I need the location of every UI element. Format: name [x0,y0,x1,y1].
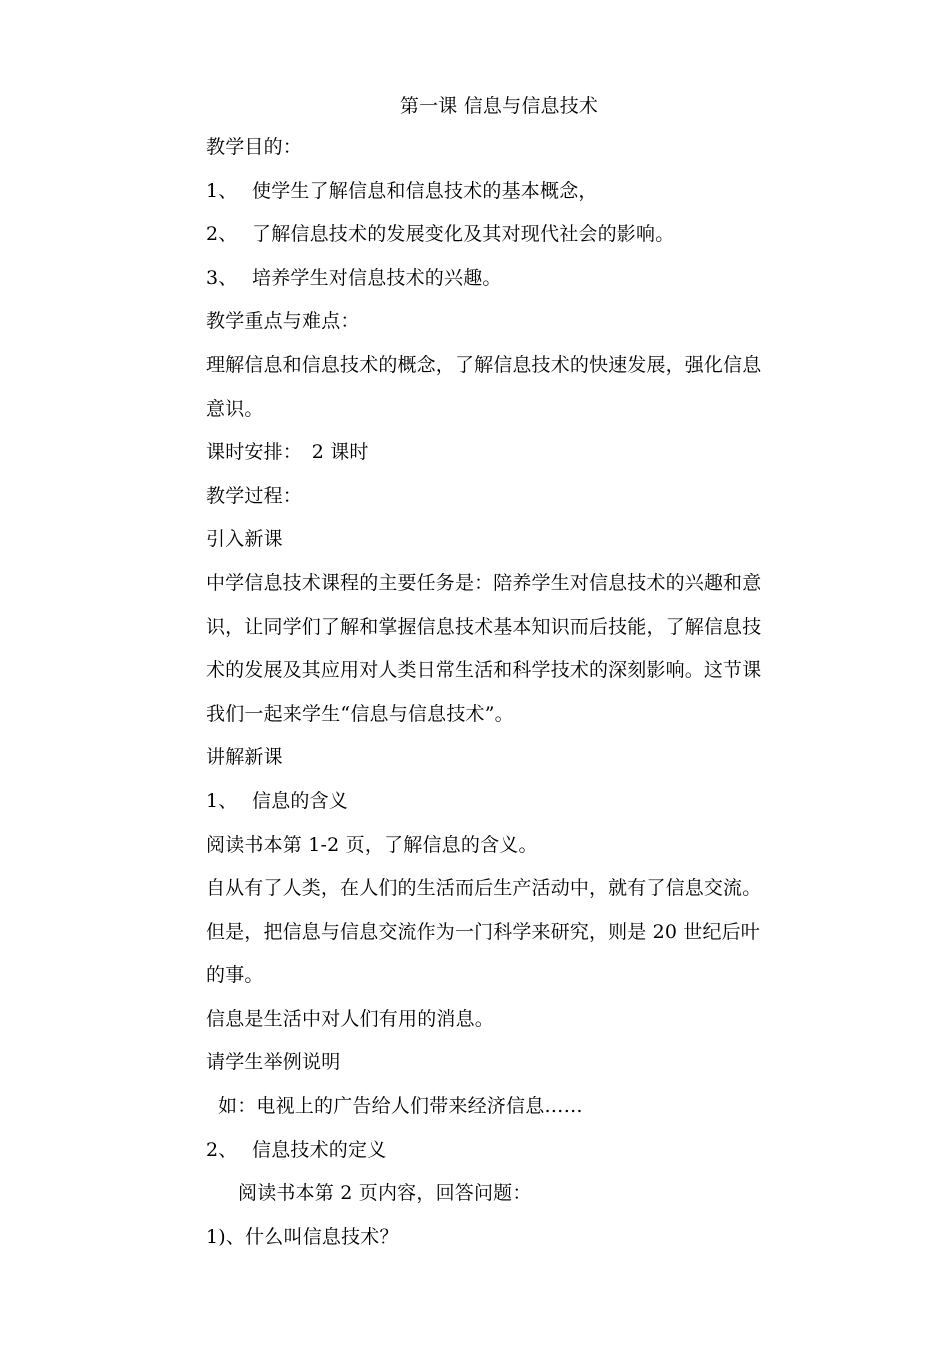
objective-item-2 [206,213,784,257]
section-heading-1 [206,780,784,824]
section-number: 2、 [206,1138,238,1161]
objective-text: 使学生了解信息和信息技术的基本概念， [252,179,598,202]
objective-text: 了解信息技术的发展变化及其对现代社会的影响。 [252,223,675,246]
question-1: 1)、什么叫信息技术？ [206,1225,399,1248]
explain-heading: 讲解新课 [206,746,283,769]
document-body [206,86,784,1259]
history-line: 自从有了人类，在人们的生活而后生产活动中，就有了信息交流。 [206,877,762,900]
lesson-title: 第一课 信息与信息技术 [399,95,599,117]
process-heading: 教学过程： [206,484,303,507]
history-line: 的事。 [206,964,264,987]
information-definition: 信息是生活中对人们有用的消息。 [206,1007,495,1030]
objective-number: 3、 [206,266,238,289]
intro-line: 我们一起来学生“信息与信息技术”。 [206,702,514,725]
objective-number: 1、 [206,179,238,202]
ask-example: 请学生举例说明 [206,1051,341,1074]
keypoints-heading: 教学重点与难点： [206,310,360,333]
section-title: 信息的含义 [252,789,349,812]
objective-item-1 [206,170,784,214]
section-heading-2 [206,1129,784,1173]
schedule-line: 课时安排： 2 课时 [206,441,369,464]
keypoints-line: 意识。 [206,397,264,420]
section-number: 1、 [206,789,238,812]
objectives-heading: 教学目的： [206,136,303,158]
example-line: 如：电视上的广告给人们带来经济信息…… [218,1095,583,1118]
intro-line: 识，让同学们了解和掌握信息技术基本知识而后技能，了解信息技 [206,615,762,638]
objective-text: 培养学生对信息技术的兴趣。 [252,266,502,289]
objective-number: 2、 [206,223,238,246]
objective-item-3 [206,257,784,301]
reading-instruction-2: 阅读书本第 2 页内容，回答问题： [238,1182,532,1205]
intro-line: 中学信息技术课程的主要任务是：陪养学生对信息技术的兴趣和意 [206,571,762,594]
reading-instruction-1: 阅读书本第 1-2 页，了解信息的含义。 [206,833,538,856]
intro-line: 术的发展及其应用对人类日常生活和科学技术的深刻影响。这节课 [206,659,762,682]
keypoints-line: 理解信息和信息技术的概念，了解信息技术的快速发展，强化信息 [206,353,762,376]
intro-heading: 引入新课 [206,528,283,551]
section-title: 信息技术的定义 [252,1138,387,1161]
history-line: 但是，把信息与信息交流作为一门科学来研究，则是 20 世纪后叶 [206,920,760,943]
